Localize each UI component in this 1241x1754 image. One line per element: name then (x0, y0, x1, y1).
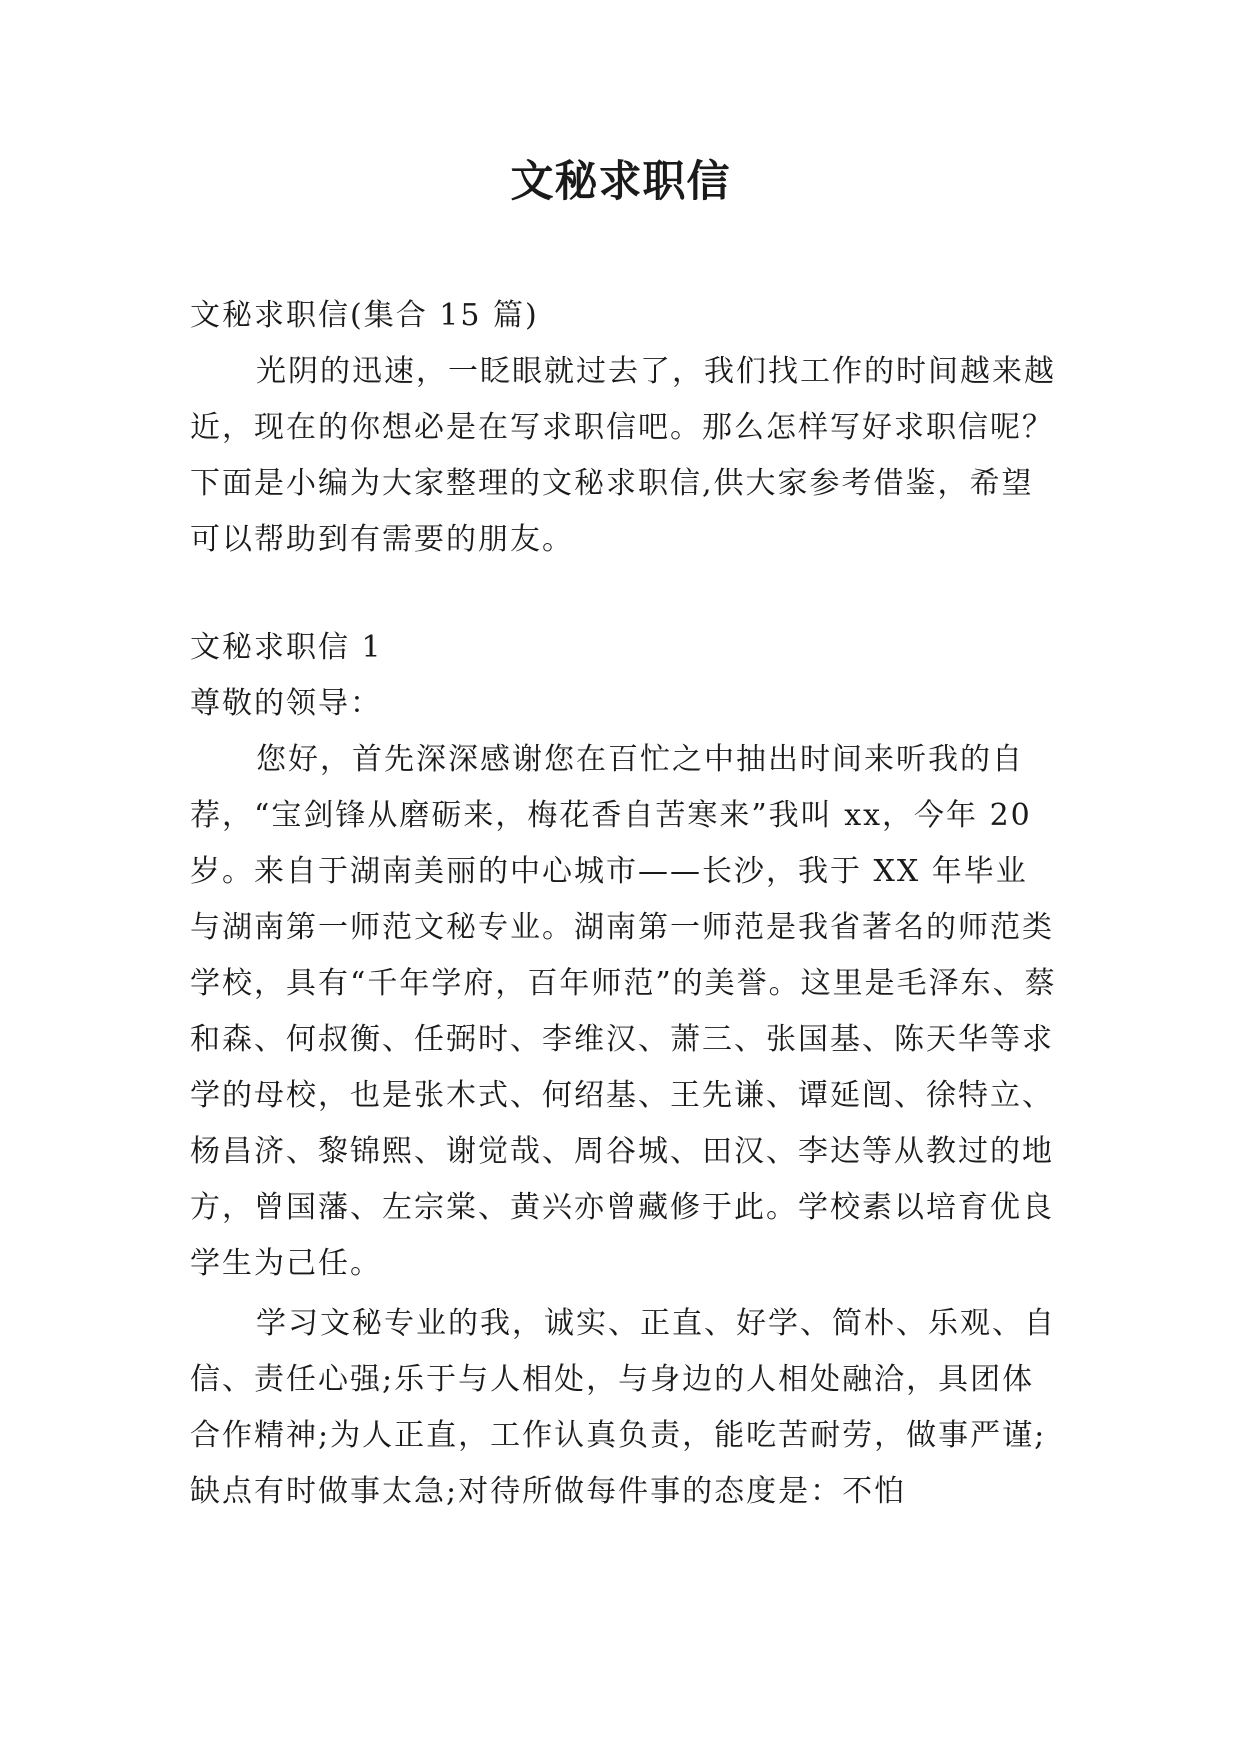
document-subtitle: 文秘求职信(集合 15 篇) (190, 298, 539, 333)
body-paragraph-1: 您好，首先深深感谢您在百忙之中抽出时间来听我的自荐，“宝剑锋从磨砺来，梅花香自苦寒来”我叫 xx，今年 20 岁。来自于湖南美丽的中心城市——长沙，我于 XX 年毕业与湖南第一师范文秘专业。湖南第一师范是我省著名的师范类学校，具有“千年学府，百年师范”的美誉。这里是毛泽东、蔡和森、何叔衡、任弼时、李维汉、萧三、张国基、陈天华等求学的母校，也是张木式、何绍基、王先谦、谭延闿、徐特立、杨昌济、黎锦熙、谢觉哉、周谷城、田汉、李达等从教过的地方，曾国藩、左宗棠、黄兴亦曾藏修于此。学校素以培育优良学生为己任。 (190, 742, 1057, 1281)
intro-paragraph: 光阴的迅速，一眨眼就过去了，我们找工作的时间越来越近，现在的你想必是在写求职信吧。那么怎样写好求职信呢？下面是小编为大家整理的文秘求职信,供大家参考借鉴，希望可以帮助到有需要的朋友。 (190, 354, 1056, 557)
body-paragraph-2: 学习文秘专业的我，诚实、正直、好学、简朴、乐观、自信、责任心强;乐于与人相处，与身边的人相处融洽，具团体合作精神;为人正直，工作认真负责，能吃苦耐劳，做事严谨;缺点有时做事太急;对待所做每件事的态度是：不怕 (190, 1306, 1056, 1509)
document-body (190, 288, 1058, 1520)
salutation: 尊敬的领导： (190, 686, 382, 721)
section-heading: 文秘求职信 1 (190, 630, 383, 665)
document-title: 文秘求职信 (510, 157, 731, 207)
